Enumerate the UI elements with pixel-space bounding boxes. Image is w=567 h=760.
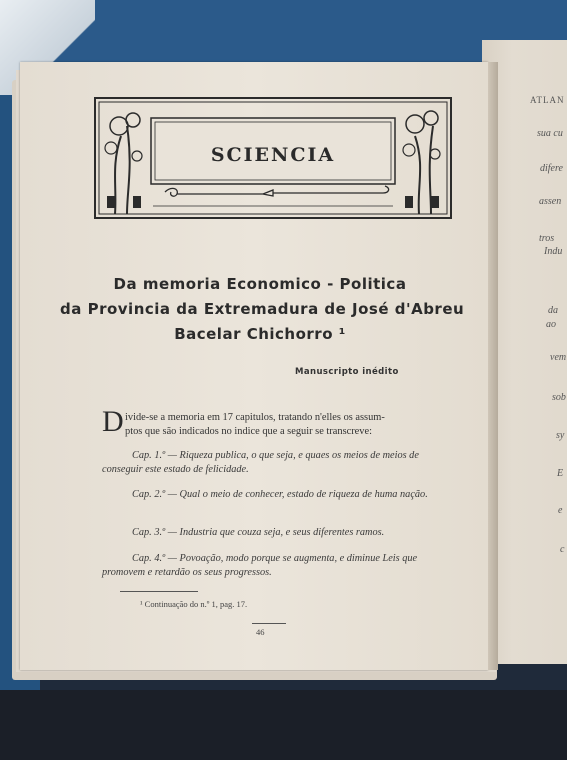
- chapter-label: Cap. 2.º —: [132, 489, 177, 500]
- page-number-rule: [252, 623, 286, 624]
- chapter-text: Industria que couza seja, e seus diferentes ramos.: [179, 527, 385, 538]
- left-page: [20, 62, 488, 670]
- footnote-rule: [120, 591, 198, 592]
- article-heading-line-1: Da memoria Economico - Politica: [113, 275, 407, 293]
- intro-line: ivide-se a memoria em 17 capitulos, tratando n'elles os assum-: [125, 412, 385, 423]
- chapter-entry: [102, 552, 460, 580]
- right-page-word: e: [558, 505, 563, 516]
- chapter-entry: [102, 526, 460, 540]
- chapter-text: Povoação, modo porque se augmenta, e diminue Leis que promovem e retardão os seus progressos.: [102, 553, 418, 578]
- right-page-word: sob: [552, 392, 566, 403]
- right-page-word: sy: [556, 430, 565, 441]
- footnote: ¹ Continuação do n.º 1, pag. 17.: [140, 599, 248, 609]
- right-page-word: Indu: [544, 246, 563, 257]
- right-page-word: vem: [550, 352, 567, 363]
- article-heading-line-2: da Provincia da Extremadura de José d'Abreu: [60, 300, 465, 318]
- chapter-entry: [102, 488, 460, 502]
- right-page-word: tros: [539, 233, 555, 244]
- page-gutter: [488, 62, 498, 670]
- chapter-text: Qual o meio de conhecer, estado de riqueza de huma nação.: [179, 489, 428, 500]
- chapter-label: Cap. 1.º —: [132, 450, 177, 461]
- article-heading-line-3: Bacelar Chichorro ¹: [174, 325, 346, 343]
- chapter-entry: [102, 449, 460, 477]
- chapter-label: Cap. 3.º —: [132, 527, 177, 538]
- right-page-word: assen: [539, 196, 562, 207]
- drop-capital: D: [102, 405, 124, 438]
- chapter-label: Cap. 4.º —: [132, 553, 177, 564]
- section-header-ornament: [93, 96, 453, 222]
- right-page-word: c: [560, 544, 565, 555]
- chapter-text: Riqueza publica, o que seja, e quaes os meios de meios de conseguir este estado de felicidade.: [102, 450, 419, 475]
- right-page-word: ATLAN: [530, 95, 565, 105]
- right-page-word: da: [548, 305, 558, 316]
- right-page-word: difere: [540, 163, 563, 174]
- intro-line: ptos que são indicados no indice que a seguir se transcreve:: [125, 426, 372, 437]
- right-page-word: sua cu: [537, 128, 563, 139]
- right-page-word: E: [557, 468, 564, 479]
- table-shadow: [0, 690, 567, 760]
- section-title: SCIENCIA: [210, 144, 336, 166]
- right-page-word: ao: [546, 319, 556, 330]
- article-subtitle: Manuscripto inédito: [295, 367, 399, 377]
- page-number: 46: [256, 627, 265, 637]
